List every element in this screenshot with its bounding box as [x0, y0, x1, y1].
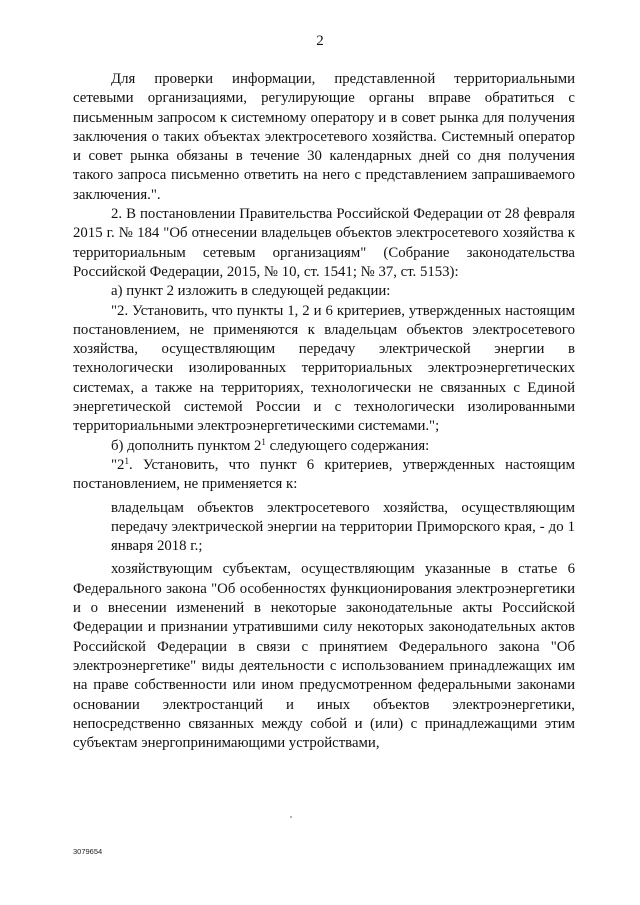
paragraph-point-2: "2. Установить, что пункты 1, 2 и 6 критериев, утвержденных настоящим постановлением, не применяются к владельцам объектов электросетевого хозяйства, осуществляющим передачу электрической энергии в технологически изолированных территориальных электроэнергетических системах, а также на территориях, технологически не связанных с Единой энергетической системой России и с технологически изолированными территориальными электроэнергетическими системами.";: [73, 302, 575, 435]
paragraph-item-a: а) пункт 2 изложить в следующей редакции:: [111, 283, 391, 300]
document-code: 3079654: [73, 847, 103, 856]
point-2-1-superscript: 1: [124, 455, 129, 466]
sub-item-primorsky: владельцам объектов электросетевого хозяйства, осуществляющим передачу электрической энергии на территории Приморского края, - до 1 января 2018 г.;: [111, 499, 575, 555]
page-number: 2: [316, 33, 324, 49]
sub-item-economic-entities: хозяйствующим субъектам, осуществляющим указанные в статье 6 Федерального закона "Об особенностях функционирования электроэнергетики и о внесении изменений в некоторые законодательные акты Российской Федерации и признании утратившими силу некоторых законодательных актов Российской Федерации в связи с принятием Федерального закона "Об электроэнергетике" виды деятельности с использованием принадлежащих им на праве собственности или ином предусмотренном федеральными законами основании электростанций и иных объектов электроэнергетики, непосредственно связанных между собой и (или) с принадлежащими этим субъектам энергопринимающими устройствами,: [73, 561, 575, 752]
point-2-1-text: . Установить, что пункт 6 критериев, утвержденных настоящим постановлением, не применяется к:: [73, 456, 575, 493]
paragraph-item-b: [73, 437, 575, 456]
scan-speck: [290, 816, 292, 818]
point-2-1-prefix: "2: [111, 456, 125, 473]
paragraph-resolution-184: 2. В постановлении Правительства Российской Федерации от 28 февраля 2015 г. № 184 "Об отнесении владельцев объектов электросетевого хозяйства к территориальным сетевым организациям" (Собрание законодательства Российской Федерации, 2015, № 10, ст. 1541; № 37, ст. 5153):: [73, 206, 575, 280]
item-b-text: б) дополнить пунктом 2: [111, 437, 262, 454]
item-b-text-end: следующего содержания:: [265, 437, 430, 454]
item-b-superscript: 1: [261, 436, 266, 447]
document-body: [73, 70, 575, 753]
paragraph-verification: Для проверки информации, представленной территориальными сетевыми организациями, регулирующие органы вправе обратиться с письменным запросом к системному оператору и в совет рынка для получения заключения о таких объектах электросетевого хозяйства. Системный оператор и совет рынка обязаны в течение 30 календарных дней со дня получения такого запроса письменно ответить на него с представлением запрашиваемого заключения.".: [73, 71, 575, 203]
paragraph-point-2-1: [73, 456, 575, 495]
